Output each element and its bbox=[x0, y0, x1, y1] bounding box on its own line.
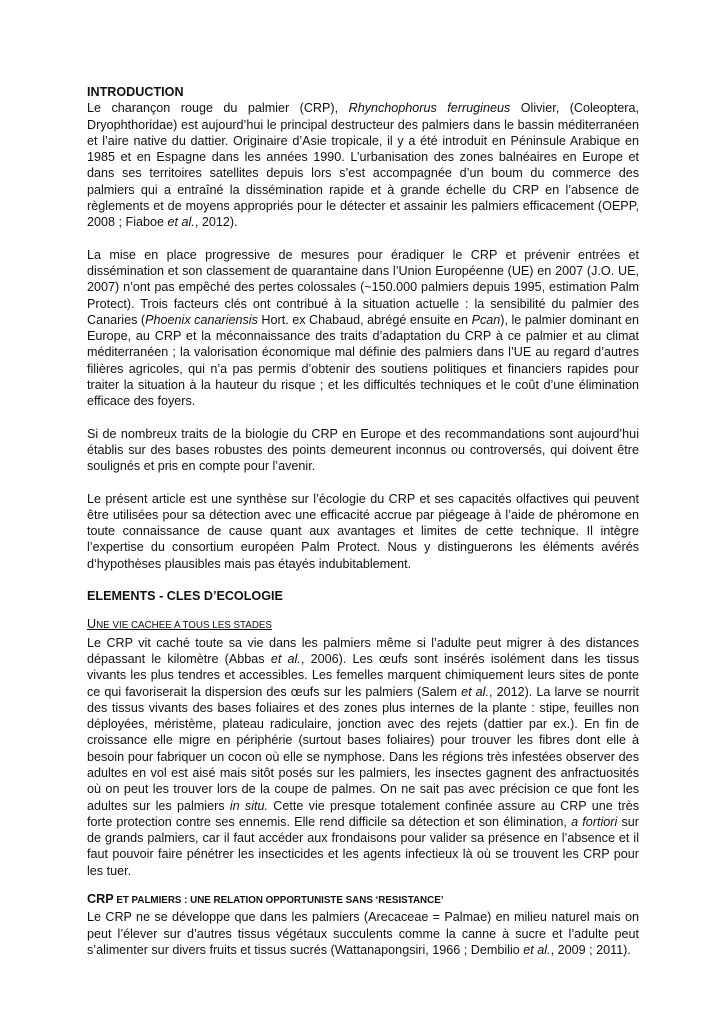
subheading-rest: ET PALMIERS : UNE RELATION OPPORTUNISTE SANS ‘RESISTANCE’ bbox=[113, 895, 444, 907]
text-run: , 2009 ; 2011). bbox=[550, 942, 631, 957]
text-run: , 2012). bbox=[194, 215, 238, 230]
text-run: Hort. ex Chabaud, abrégé ensuite en bbox=[257, 312, 472, 327]
abbreviation: Pcan bbox=[471, 312, 501, 327]
text-run: Le charançon rouge du palmier (CRP), bbox=[87, 101, 349, 116]
ecology-paragraph-2 bbox=[87, 909, 639, 958]
et-al: et al. bbox=[523, 942, 551, 957]
text-run: Le CRP ne se développe que dans les palmiers (Arecaceae = Palmae) en milieu naturel mais on peut l’élever sur d’autres tissus végétaux succulents comme la canne à sucre et l’adulte peut s’alimenter sur divers fruits et tissus sucrés (Wattanapongsiri, 1966 ; Dembilio bbox=[87, 910, 639, 957]
a-fortiori: a fortiori bbox=[571, 814, 618, 829]
et-al: et al. bbox=[461, 684, 489, 699]
subheading-hidden-life bbox=[87, 616, 639, 634]
intro-paragraph-1 bbox=[87, 100, 639, 230]
text-run: , 2012). La larve se nourrit des tissus vivants des bases foliaires et des zones plus internes de la plante : stipe, feuilles non déployées, méristème, plateau radiculaire, jonction avec des rejets (dattier par ex.). En fin de croissance elle migre en périphérie (surtout bases foliaires) pour trouver les fibres dont elle à besoin pour fabriquer un cocon où elle se nymphose. Dans les régions très infestées observer des adultes en vol est aisé mais sitôt posés sur les palmiers, les insectes gagnent des anfractuosités où on peut les trouver lors de la coupe de palmes. On ne sait pas avec précision ce que font les adultes sur les palmiers bbox=[87, 684, 639, 813]
subheading-cap: U bbox=[87, 617, 97, 632]
paragraph-gap bbox=[87, 231, 639, 247]
text-run: Cette vie presque totalement confinée assure au CRP une très forte protection contre ses ennemis. Elle rend difficile sa détection et son élimination, bbox=[87, 798, 639, 829]
intro-paragraph-3: Si de nombreux traits de la biologie du CRP en Europe et des recommandations sont aujourd’hui établis sur des bases robustes des points demeurent inconnus ou controversés, qui doivent être soulignés et pris en compte pour l’avenir. bbox=[87, 426, 639, 474]
ecology-heading: ELEMENTS - CLES D’ECOLOGIE bbox=[87, 589, 283, 604]
species-name: Rhynchophorus ferrugineus bbox=[348, 101, 511, 116]
intro-heading: INTRODUCTION bbox=[87, 85, 184, 99]
document-page bbox=[87, 84, 639, 958]
intro-paragraph-4: Le présent article est une synthèse sur l’écologie du CRP et ses capacités olfactives qui peuvent être utilisées pour sa détection avec une efficacité accrue par piégeage à l’aide de phéromone en toute connaissance de cause quant aux avantages et limites de cette technique. Il intègre l’expertise du consortium européen Palm Protect. Nous y distinguerons les éléments avérés d‘hypothèses plausibles mais pas étayés indubitablement. bbox=[87, 491, 639, 571]
subheading-cap: CRP bbox=[87, 892, 114, 907]
ecology-paragraph-1 bbox=[87, 635, 639, 879]
text-run: Le CRP vit caché toute sa vie dans les palmiers même si l’adulte peut migrer à des distances dépassant le kilomètre (Abbas bbox=[87, 635, 639, 666]
text-run: La mise en place progressive de mesures pour éradiquer le CRP et prévenir entrées et dissémination et son classement de quarantaine dans l’Union Européenne (UE) en 2007 (J.O. UE, 2007) n’ont pas empêché des pertes colossales (~150.000 palmiers depuis 1995, estimation Palm Protect). Trois facteurs clés ont contribué à la situation actuelle : la sensibilité du palmier des Canaries ( bbox=[87, 247, 639, 327]
paragraph-gap bbox=[87, 475, 639, 491]
species-name: Phoenix canariensis bbox=[145, 312, 258, 327]
text-run: Olivier, (Coleoptera, Dryophthoridae) est aujourd’hui le principal destructeur des palmiers dans le bassin méditerranéen et l’aire native du dattier. Originaire d’Asie tropicale, il y a été introduit en Péninsule Arabique en 1985 et en Espagne dans les années 1990. L’urbanisation des zones balnéaires en Europe et dans ses territoires satellites depuis lors s’est accompagnée d’un boum du commerce des palmiers qui a entraîné la dissémination rapide et à grande échelle du CRP en l’absence de règlements et de moyens appropriés pour le détecter et assainir les palmiers efficacement (OEPP, 2008 ; Fiaboe bbox=[87, 101, 639, 230]
et-al: et al. bbox=[167, 215, 195, 230]
in-situ: in situ. bbox=[229, 798, 269, 813]
intro-paragraph-2 bbox=[87, 247, 639, 410]
paragraph-gap bbox=[87, 572, 639, 588]
text-run: , 2006). Les œufs sont insérés isolément dans les tissus vivants les plus tendres et accessibles. Les femelles marquent chimiquement leurs sites de ponte ce qui favoriserait la dispersion des œufs sur les palmiers (Salem bbox=[87, 651, 639, 699]
subheading-rest: NE VIE CACHEE A TOUS LES STADES bbox=[96, 620, 272, 632]
et-al: et al. bbox=[270, 651, 301, 666]
paragraph-gap bbox=[87, 410, 639, 426]
text-run: ), le palmier dominant en Europe, au CRP et la méconnaissance des traits d’adaptation du CRP à ce palmier et au climat méditerranéen ; la valorisation économique mal définie des palmiers dans l’UE au regard d’autres filières agricoles, qui n’a pas permis d’obtenir des soutiens politiques et financiers rapides pour traiter la situation à la hauteur du risque ; et les difficultés techniques et le coût d’une élimination efficace des foyers. bbox=[87, 312, 639, 409]
text-run: sur de grands palmiers, car il faut accéder aux frondaisons pour valider sa présence en l’absence et il faut pouvoir faire pénétrer les insecticides et les agents infectieux là où se trouvent les CRP pour les tuer. bbox=[87, 814, 639, 878]
paragraph-gap bbox=[87, 879, 639, 891]
subheading-relationship bbox=[87, 891, 639, 909]
paragraph-gap bbox=[87, 604, 639, 616]
